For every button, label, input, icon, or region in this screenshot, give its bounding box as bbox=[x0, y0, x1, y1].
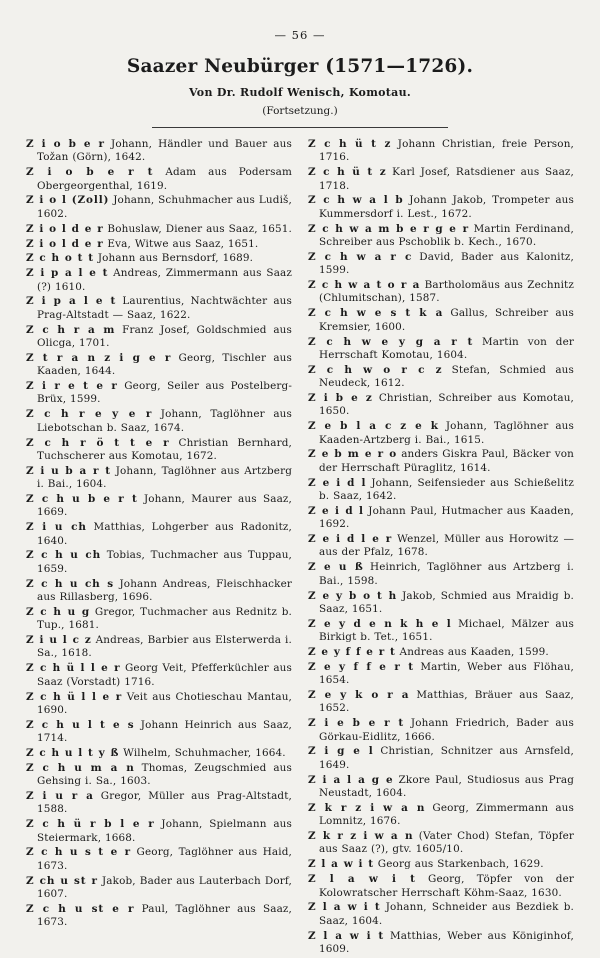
entry-headword: Z l a w i t bbox=[308, 929, 385, 942]
entry-headword: Z i u ch bbox=[26, 521, 87, 534]
entry-headword: Z k r z i w a n bbox=[308, 830, 414, 843]
dictionary-entry bbox=[26, 238, 292, 251]
entry-headword: Z i p a l e t bbox=[26, 267, 109, 280]
entry-headword: Z c h u ch s bbox=[26, 577, 114, 590]
dictionary-entry bbox=[308, 873, 574, 900]
entry-description: Johann, Taglöhner aus Artzberg i. Bai., 1604. bbox=[37, 464, 292, 491]
entry-description: Johann, Schuhmacher aus Ludiš, 1602. bbox=[37, 194, 292, 220]
entry-headword: Z c h u m a n bbox=[26, 761, 135, 774]
dictionary-entry bbox=[308, 138, 574, 165]
entry-description: Andreas, Barbier aus Elsterwerda i. Sa., 1618. bbox=[37, 634, 292, 660]
entry-description: Johann, Taglöhner aus Liebotschan b. Saaz, 1674. bbox=[37, 408, 292, 434]
entry-headword: Z c h u s t e r bbox=[26, 846, 132, 859]
column-right bbox=[308, 138, 574, 958]
entry-description: Laurentius, Nachtwächter aus Prag-Altstadt — Saaz, 1622. bbox=[37, 295, 292, 321]
entry-description: Paul, Taglöhner aus Saaz, 1673. bbox=[37, 902, 292, 929]
dictionary-entry bbox=[26, 324, 292, 351]
dictionary-entry bbox=[308, 194, 574, 221]
entry-headword: Z c h ü l l e r bbox=[26, 662, 121, 675]
dictionary-entry bbox=[26, 818, 292, 845]
entry-headword: Z i o b e r t bbox=[26, 166, 154, 179]
entry-description: Matthias, Bräuer aus Saaz, 1652. bbox=[319, 689, 574, 715]
entry-description: Eva, Witwe aus Saaz, 1651. bbox=[103, 237, 259, 250]
entry-headword: Z e y f f e r t bbox=[308, 645, 396, 658]
entry-headword: Z c h u b e r t bbox=[26, 492, 138, 505]
entry-headword: Z c h w e y g a r t bbox=[308, 335, 474, 348]
dictionary-entry bbox=[308, 858, 574, 871]
entry-description: Gallus, Schreiber aus Kremsier, 1600. bbox=[319, 307, 575, 333]
dictionary-entry bbox=[308, 561, 574, 588]
entry-headword: Z c h ü t z bbox=[308, 138, 392, 150]
dictionary-entry bbox=[26, 380, 292, 407]
entry-description: Martin Ferdinand, Schreiber aus Pschoblik b. Kech., 1670. bbox=[319, 222, 574, 249]
entry-description: Adam aus Podersam Obergeorgenthal, 1619. bbox=[37, 166, 292, 192]
dictionary-entry bbox=[26, 465, 292, 492]
entry-description: Johann Jakob, Trompeter aus Kummersdorf i. Lest., 1672. bbox=[319, 194, 574, 220]
entry-headword: Z e b l a c z e k bbox=[308, 420, 439, 433]
dictionary-entry bbox=[26, 578, 292, 605]
entry-description: Johann aus Bernsdorf, 1689. bbox=[93, 252, 254, 265]
dictionary-entry bbox=[26, 521, 292, 548]
dictionary-entry bbox=[308, 307, 574, 334]
entry-description: Johann, Schneider aus Bezdiek b. Saaz, 1604. bbox=[319, 901, 574, 927]
entry-description: Georg aus Starkenbach, 1629. bbox=[373, 858, 544, 871]
dictionary-entry bbox=[308, 477, 574, 504]
entry-description: Veit aus Chotieschau Mantau, 1690. bbox=[37, 690, 293, 716]
entry-description: Gregor, Müller aus Prag-Altstadt, 1588. bbox=[37, 790, 293, 816]
entry-description: Georg Veit, Pfefferküchler aus Saaz (Vorstadt) 1716. bbox=[37, 662, 292, 688]
entry-description: Johann Heinrich aus Saaz, 1714. bbox=[37, 718, 292, 745]
entry-headword: Z e y f f e r t bbox=[308, 660, 414, 673]
entry-headword: Z l a w i t bbox=[308, 901, 381, 914]
entry-headword: Z i o l d e r bbox=[26, 222, 104, 235]
dictionary-entry bbox=[26, 747, 292, 760]
entry-headword: Z c h w a r c bbox=[308, 250, 413, 263]
entry-headword: Z c h u ch bbox=[26, 549, 102, 562]
entry-headword: Z e i d l bbox=[308, 504, 364, 517]
entry-headword: Z c h o t t bbox=[26, 252, 94, 265]
entry-description: Bohuslaw, Diener aus Saaz, 1651. bbox=[103, 222, 292, 235]
entry-headword: Z i p a l e t bbox=[26, 295, 117, 308]
entry-description: Johann, Seifensieder aus Schießelitz b. Saaz, 1642. bbox=[319, 476, 574, 502]
dictionary-entry bbox=[26, 295, 292, 322]
dictionary-entry bbox=[308, 364, 574, 391]
entry-headword: Z c h u l t y ß bbox=[26, 746, 120, 759]
entry-headword: Z i a l a g e bbox=[308, 773, 394, 786]
entry-headword: Z c h u g bbox=[26, 605, 91, 618]
entry-headword: Z ch u st r bbox=[26, 874, 98, 887]
entry-headword: Z c h r a m bbox=[26, 323, 116, 336]
dictionary-entry bbox=[26, 352, 292, 379]
entry-description: Johann, Spielmann aus Steiermark, 1668. bbox=[37, 818, 292, 844]
entry-headword: Z e i d l e r bbox=[308, 533, 393, 546]
entry-headword: Z i u l c z bbox=[26, 634, 92, 647]
continuation-note: (Fortsetzung.) bbox=[262, 105, 338, 117]
dictionary-entry bbox=[308, 901, 574, 928]
entry-description: Johann, Taglöhner aus Kaaden-Artzberg i. Bai., 1615. bbox=[319, 420, 574, 446]
entry-headword: Z l a w i t bbox=[308, 873, 416, 886]
page-title: Saazer Neubürger (1571—1726). bbox=[126, 56, 474, 77]
entry-description: Zkore Paul, Studiosus aus Prag Neustadt, 1604. bbox=[319, 773, 574, 800]
entry-description: Jakob, Schmied aus Mraidig b. Saaz, 1651. bbox=[319, 589, 574, 615]
entry-description: Johann Christian, freie Person, 1716. bbox=[319, 138, 574, 164]
entry-headword: Z t r a n z i g e r bbox=[26, 351, 172, 364]
dictionary-entry bbox=[308, 166, 574, 193]
dictionary-entry bbox=[26, 719, 292, 746]
entry-headword: Z i b e z bbox=[308, 391, 373, 404]
entry-description: Michael, Mälzer aus Birkigt b. Tet., 1651. bbox=[319, 617, 574, 644]
entry-headword: Z i u r a bbox=[26, 790, 94, 803]
entry-description: Georg, Taglöhner aus Haid, 1673. bbox=[37, 846, 292, 872]
dictionary-entry bbox=[26, 691, 292, 718]
entry-headword: Z c h ü t z bbox=[308, 166, 387, 179]
entry-description: Georg, Zimmermann aus Lomnitz, 1676. bbox=[319, 801, 574, 828]
dictionary-entry bbox=[26, 875, 292, 902]
page-folio: — 56 — bbox=[274, 28, 326, 42]
entry-description: Johann Paul, Hutmacher aus Kaaden, 1692. bbox=[319, 504, 574, 531]
dictionary-entry bbox=[26, 267, 292, 294]
entry-headword: Z e i d l bbox=[308, 476, 367, 489]
dictionary-entry bbox=[308, 590, 574, 617]
dictionary-entry bbox=[26, 549, 292, 576]
entry-headword: Z c h w o r c z bbox=[308, 363, 443, 376]
dictionary-entry bbox=[308, 930, 574, 957]
entry-description: Johann, Maurer aus Saaz, 1669. bbox=[37, 492, 293, 519]
entry-headword: Z i o l d e r bbox=[26, 237, 104, 250]
page-byline: Von Dr. Rudolf Wenisch, Komotau. bbox=[188, 86, 412, 99]
dictionary-entry bbox=[308, 745, 574, 772]
entry-description: Christian, Schnitzer aus Arnsfeld, 1649. bbox=[319, 745, 574, 771]
dictionary-entry bbox=[26, 138, 292, 165]
entry-headword: Z e y d e n k h e l bbox=[308, 617, 452, 630]
entry-headword: Z e y b o t h bbox=[308, 589, 398, 602]
entry-description: Bartholomäus aus Zechnitz (Chlumitschan), 1587. bbox=[319, 279, 574, 305]
entry-headword: Z i r e t e r bbox=[26, 380, 118, 393]
dictionary-entry bbox=[26, 606, 292, 633]
entry-description: David, Bader aus Kalonitz, 1599. bbox=[319, 250, 574, 277]
dictionary-entry bbox=[308, 251, 574, 278]
entry-headword: Z c h w e s t k a bbox=[308, 307, 444, 320]
entry-description: Thomas, Zeugschmied aus Gehsing i. Sa., 1603. bbox=[37, 761, 292, 788]
dictionary-entry bbox=[308, 774, 574, 801]
entry-description: Johann Andreas, Fleischhacker aus Rillasberg, 1696. bbox=[37, 577, 293, 603]
dictionary-entry bbox=[308, 689, 574, 716]
entry-description: Jakob, Bader aus Lauterbach Dorf, 1607. bbox=[37, 874, 292, 901]
entry-description: Wilhelm, Schuhmacher, 1664. bbox=[119, 746, 286, 759]
dictionary-entry bbox=[308, 279, 574, 306]
entry-description: Andreas, Zimmermann aus Saaz (?) 1610. bbox=[37, 267, 293, 293]
entry-description: Johann, Händler und Bauer aus Tožan (Görn), 1642. bbox=[37, 138, 292, 164]
dictionary-entry bbox=[308, 505, 574, 532]
entry-description: Christian Bernhard, Tuchscherer aus Komotau, 1672. bbox=[37, 436, 292, 462]
dictionary-entry bbox=[308, 223, 574, 250]
entry-headword: Z e y k o r a bbox=[308, 689, 410, 702]
dictionary-entry bbox=[308, 830, 574, 857]
dictionary-entry bbox=[26, 903, 292, 930]
entry-description: Christian, Schreiber aus Komotau, 1650. bbox=[319, 391, 574, 418]
entry-description: (Vater Chod) Stefan, Töpfer aus Saaz (?), gtv. 1605/10. bbox=[319, 830, 574, 856]
entry-description: Heinrich, Taglöhner aus Artzberg i. Bai., 1598. bbox=[319, 561, 574, 587]
entry-description: anders Giskra Paul, Bäcker von der Herrschaft Püraglitz, 1614. bbox=[319, 448, 574, 474]
entry-headword: Z c h r ö t t e r bbox=[26, 436, 170, 449]
entry-headword: Z i e b e r t bbox=[308, 717, 405, 730]
entry-headword: Z c h ü l l e r bbox=[26, 690, 123, 703]
entry-headword: Z k r z i w a n bbox=[308, 801, 426, 814]
entry-description: Georg, Tischler aus Kaaden, 1644. bbox=[37, 351, 292, 378]
entry-description: Franz Josef, Goldschmied aus Olicga, 1701. bbox=[37, 323, 293, 350]
entry-description: Andreas aus Kaaden, 1599. bbox=[395, 645, 549, 658]
entry-headword: Z c h u l t e s bbox=[26, 718, 135, 731]
dictionary-entry bbox=[308, 392, 574, 419]
dictionary-entry bbox=[308, 661, 574, 688]
entry-headword: Z i o l (Zoll) bbox=[26, 194, 110, 207]
dictionary-entry bbox=[26, 252, 292, 265]
dictionary-entry bbox=[26, 408, 292, 435]
entry-headword: Z e u ß bbox=[308, 561, 364, 574]
column-left bbox=[26, 138, 292, 931]
dictionary-entry bbox=[308, 618, 574, 645]
dictionary-entry bbox=[308, 802, 574, 829]
dictionary-entry bbox=[308, 420, 574, 447]
dictionary-entry bbox=[308, 336, 574, 363]
entry-headword: Z i u b a r t bbox=[26, 464, 111, 477]
entry-description: Georg, Seiler aus Postelberg-Brüx, 1599. bbox=[37, 380, 292, 406]
entry-description: Stefan, Schmied aus Neudeck, 1612. bbox=[319, 363, 574, 390]
dictionary-entry bbox=[26, 762, 292, 789]
dictionary-entry bbox=[308, 448, 574, 475]
entry-description: Karl Josef, Ratsdiener aus Saaz, 1718. bbox=[319, 166, 574, 192]
dictionary-entry bbox=[308, 646, 574, 659]
dictionary-entry bbox=[308, 533, 574, 560]
entry-description: Matthias, Weber aus Königinhof, 1609. bbox=[319, 929, 574, 955]
entry-description: Wenzel, Müller aus Horowitz — aus der Pfalz, 1678. bbox=[319, 533, 574, 559]
entry-headword: Z i g e l bbox=[308, 745, 374, 758]
text-columns bbox=[26, 138, 574, 958]
entry-headword: Z i o b e r bbox=[26, 138, 105, 150]
entry-headword: Z c h r e y e r bbox=[26, 408, 153, 421]
entry-headword: Z c h w a t o r a bbox=[308, 279, 421, 292]
entry-description: Gregor, Tuchmacher aus Rednitz b. Tup., 1681. bbox=[37, 605, 292, 632]
entry-headword: Z l a w i t bbox=[308, 858, 374, 871]
entry-description: Georg, Töpfer von der Kolowratscher Herrschaft Köhm-Saaz, 1630. bbox=[319, 873, 574, 899]
dictionary-entry bbox=[26, 846, 292, 873]
entry-description: Tobias, Tuchmacher aus Tuppau, 1659. bbox=[37, 549, 292, 575]
dictionary-entry bbox=[26, 194, 292, 221]
entry-headword: Z c h ü r b l e r bbox=[26, 818, 155, 831]
dictionary-entry bbox=[26, 662, 292, 689]
entry-headword: Z c h w a l b bbox=[308, 194, 404, 207]
entry-headword: Z c h u st e r bbox=[26, 902, 135, 915]
dictionary-entry bbox=[26, 166, 292, 193]
dictionary-entry bbox=[308, 717, 574, 744]
entry-description: Martin von der Herrschaft Komotau, 1604. bbox=[319, 335, 575, 361]
dictionary-entry bbox=[26, 437, 292, 464]
entry-description: Johann Friedrich, Bader aus Görkau-Eidlitz, 1666. bbox=[319, 717, 574, 743]
entry-description: Martin, Weber aus Flöhau, 1654. bbox=[319, 660, 574, 687]
dictionary-entry bbox=[26, 223, 292, 236]
entry-headword: Z c h w a m b e r g e r bbox=[308, 222, 469, 235]
dictionary-entry bbox=[26, 790, 292, 817]
entry-headword: Z e b m e r o bbox=[308, 448, 398, 461]
entry-description: Matthias, Lohgerber aus Radonitz, 1640. bbox=[37, 521, 292, 547]
header-divider bbox=[152, 127, 448, 128]
dictionary-entry bbox=[26, 493, 292, 520]
dictionary-entry bbox=[26, 634, 292, 661]
